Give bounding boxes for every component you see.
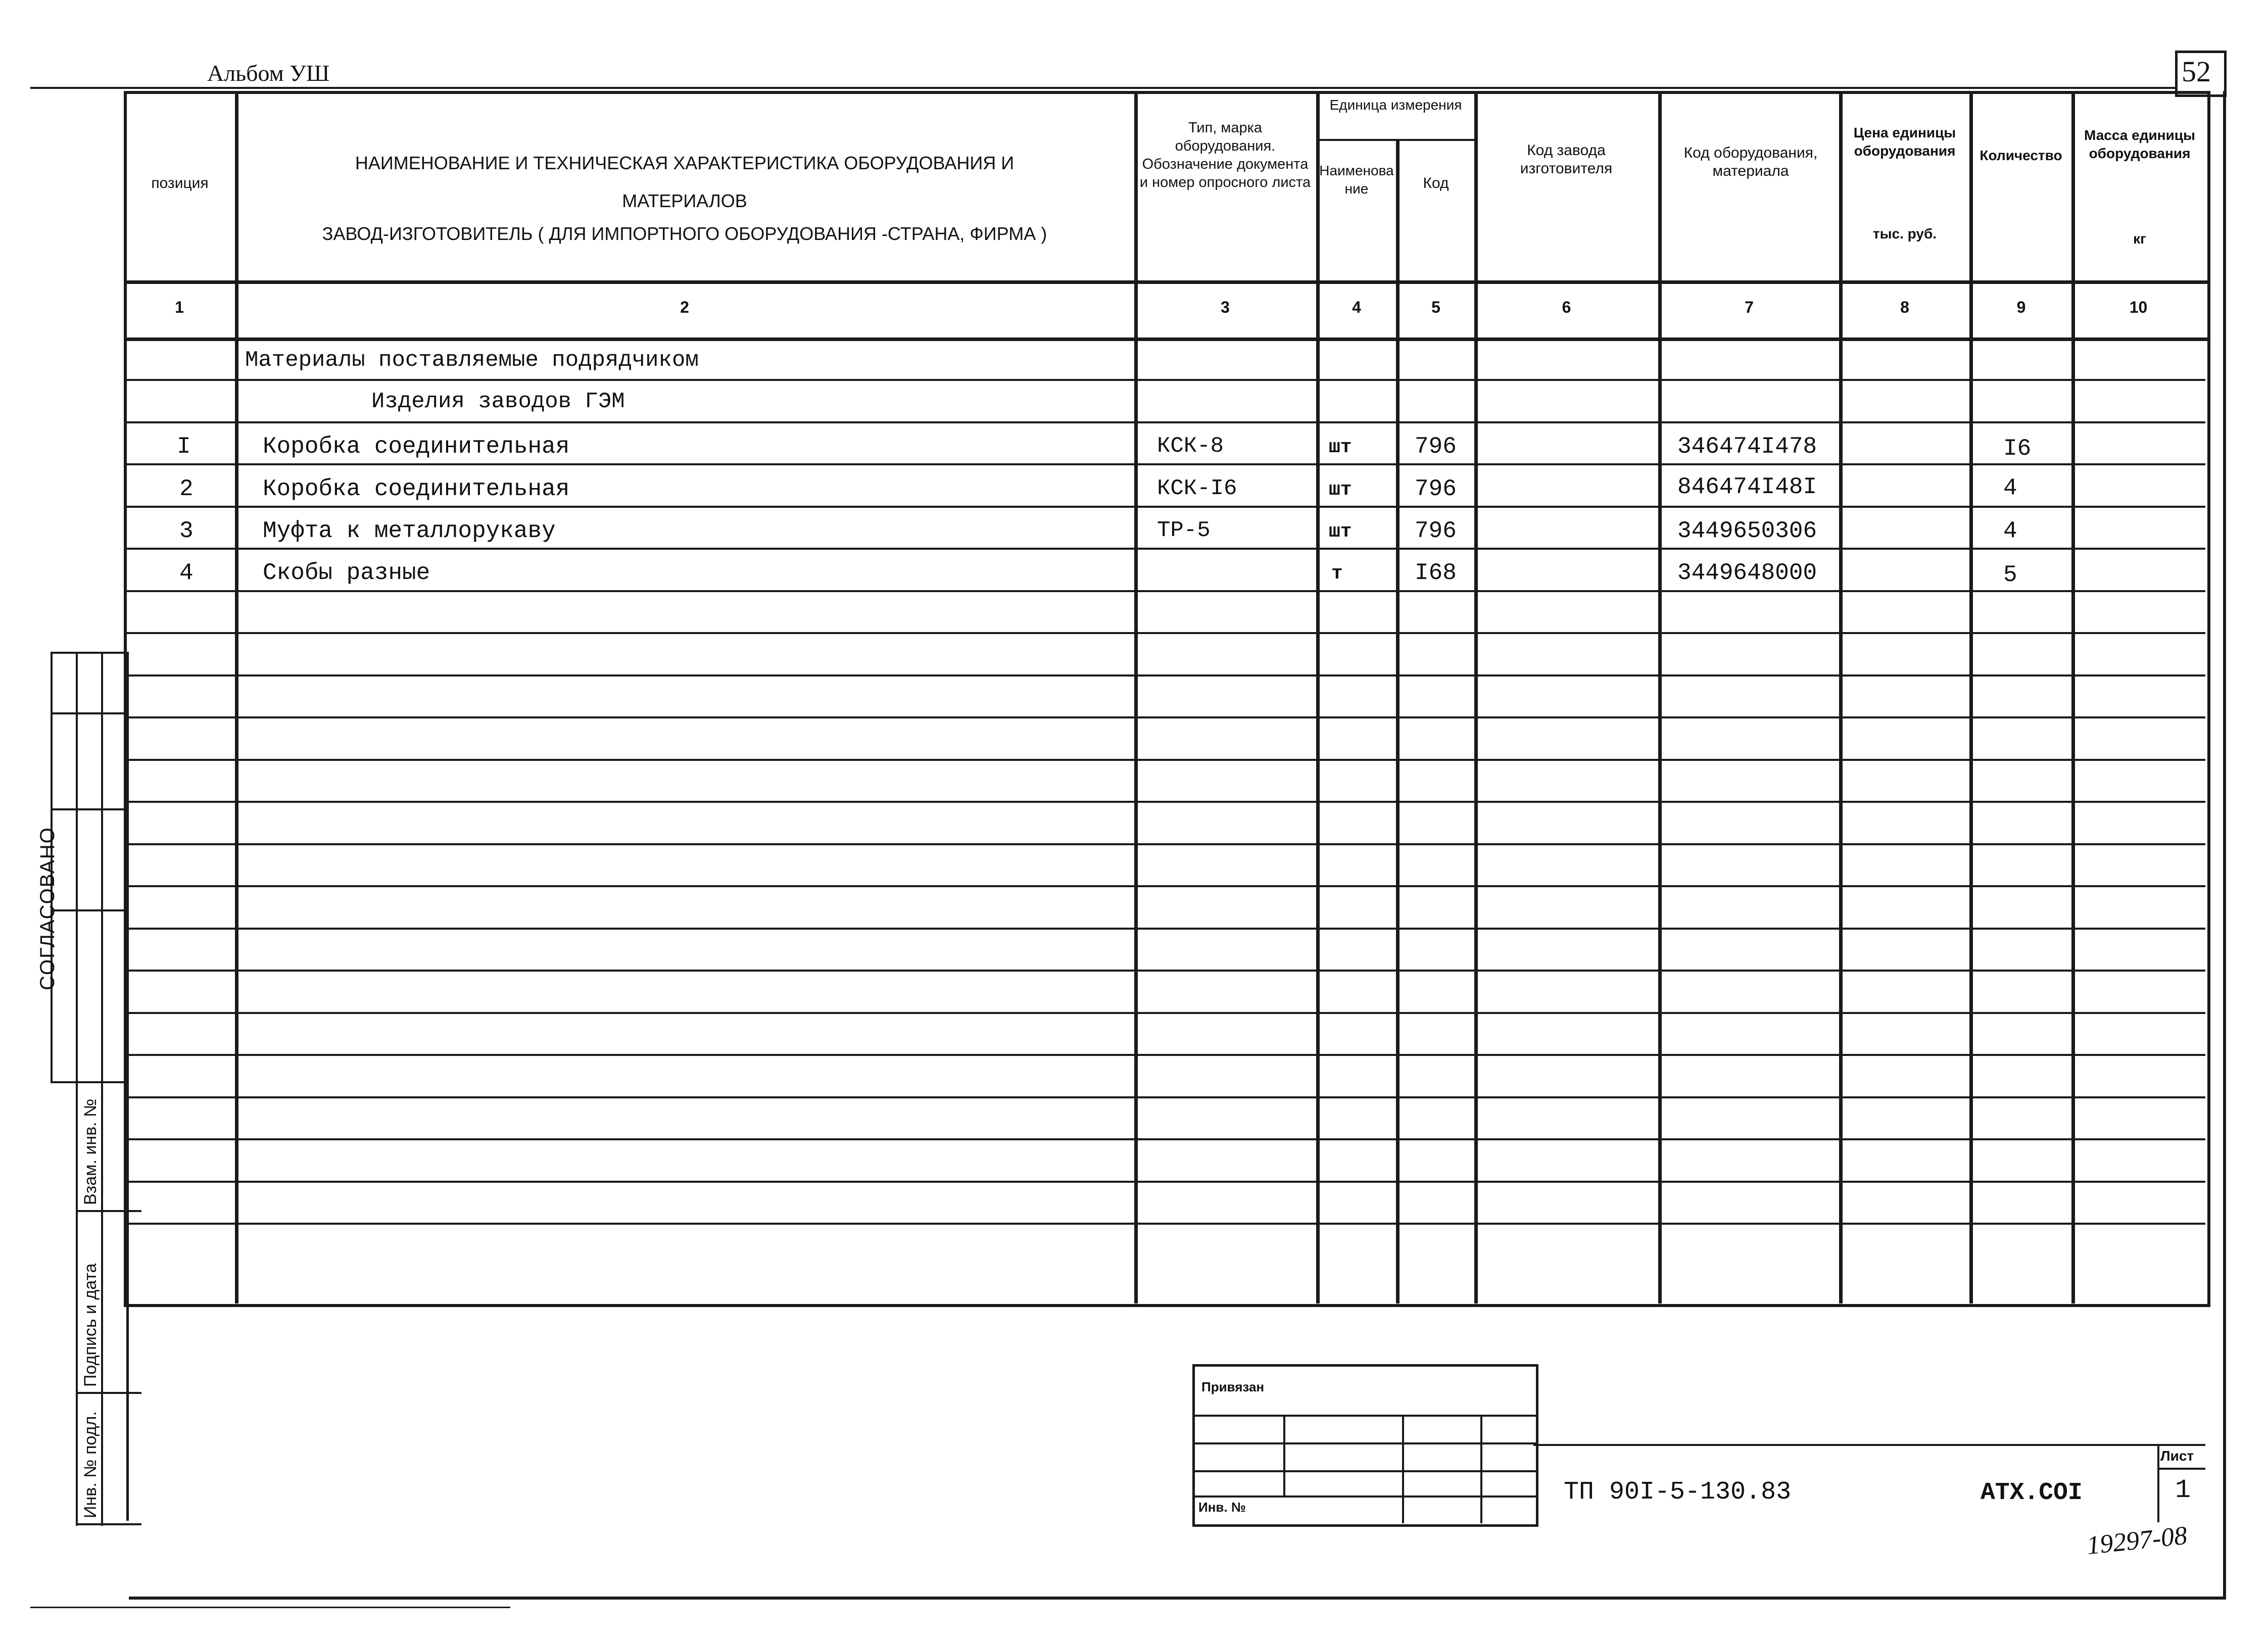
row-position: 3: [179, 518, 194, 544]
approval-col-2: [1402, 1415, 1404, 1523]
sheet-label: Лист: [2160, 1448, 2194, 1464]
side-stamp-line-b: [76, 652, 78, 1526]
album-label: Альбом УШ: [207, 60, 330, 86]
table-row-line: [126, 1012, 2205, 1014]
row-equip-code: 3449650306: [1677, 518, 1817, 544]
table-row-line: [126, 1223, 2205, 1225]
table-row-line: [126, 1054, 2205, 1056]
section-title: Материалы поставляемые подрядчиком: [245, 348, 699, 373]
table-row-line: [126, 506, 2205, 508]
row-name: Скобы разные: [263, 560, 430, 586]
col-header-position: позиция: [151, 175, 209, 191]
colnum-1: 1: [175, 298, 184, 316]
colnum-7: 7: [1745, 298, 1754, 316]
unit-group-line: [1316, 139, 1474, 141]
side-stamp-div-7: [76, 1392, 141, 1394]
side-stamp-div-6: [76, 1210, 141, 1212]
colnum-8: 8: [1900, 298, 1909, 316]
col-header-unit-group: Единица измерения: [1329, 97, 1462, 113]
col-header-name-3: ЗАВОД-ИЗГОТОВИТЕЛЬ ( ДЛЯ ИМПОРТНОГО ОБОРУДОВАНИЯ -СТРАНА, ФИРМА ): [322, 223, 1047, 244]
top-rule: [30, 87, 2175, 89]
table-row-line: [126, 1138, 2205, 1140]
col-header-name-2: МАТЕРИАЛОВ: [622, 190, 747, 211]
col-line-2: [1134, 91, 1138, 1304]
row-position: 4: [179, 560, 194, 586]
col-header-qty: Количество: [1980, 148, 2062, 163]
table-row-line: [126, 716, 2205, 718]
col-header-factory-code: Код завода изготовителя: [1520, 142, 1613, 177]
table-row-line: [126, 1181, 2205, 1183]
table-row-line: [126, 674, 2205, 677]
row-unit: шт: [1329, 479, 1352, 501]
side-stamp-line-c: [101, 652, 103, 1526]
side-stamp-div-2: [51, 712, 126, 714]
table-row-line: [126, 463, 2205, 465]
side-stamp-div-5: [51, 1081, 126, 1083]
side-stamp-div-3: [51, 808, 126, 810]
table-row-line: [126, 548, 2205, 550]
side-stamp: [51, 652, 129, 1521]
side-stamp-div-1: [51, 652, 126, 654]
section-subtitle: Изделия заводов ГЭМ: [371, 389, 625, 414]
footer-number: 19297-08: [2085, 1521, 2189, 1561]
header-divider: [124, 280, 2207, 284]
side-inv-replace-label: Взам. инв. №: [81, 1098, 100, 1205]
colnum-9: 9: [2016, 298, 2026, 316]
approval-col-3: [1480, 1415, 1482, 1523]
col-header-name-1: НАИМЕНОВАНИЕ И ТЕХНИЧЕСКАЯ ХАРАКТЕРИСТИКА ОБОРУДОВАНИЯ И: [355, 153, 1015, 173]
row-qty: 4: [2003, 475, 2017, 501]
row-equip-code: 846474I48I: [1677, 474, 1817, 500]
table-row-line: [126, 801, 2205, 803]
colnum-5: 5: [1431, 298, 1440, 316]
row-unit: шт: [1329, 437, 1352, 458]
row-unit: т: [1331, 563, 1343, 585]
col-header-type: Тип, марка оборудования. Обозначение документа и номер опросного листа: [1139, 120, 1311, 190]
table-row-line: [126, 421, 2205, 423]
colnum-divider: [124, 337, 2207, 341]
col-line-7: [1839, 91, 1843, 1304]
approval-div-2: [1192, 1442, 1536, 1444]
table-row-line: [126, 632, 2205, 634]
row-position: I: [177, 433, 191, 460]
col-line-9: [2071, 91, 2075, 1304]
row-equip-code: 346474I478: [1677, 433, 1817, 460]
row-qty: 5: [2003, 562, 2017, 588]
row-name: Коробка соединительная: [263, 476, 570, 502]
row-qty: 4: [2003, 518, 2017, 544]
row-type: ТР-5: [1157, 518, 1211, 543]
side-inv-orig-label: Инв. № подл.: [81, 1411, 100, 1518]
row-code: I68: [1415, 560, 1457, 586]
spec-table: [124, 91, 2210, 1307]
col-header-unit-name: Наименование: [1319, 163, 1394, 197]
colnum-2: 2: [680, 298, 689, 316]
document-code: ТП 90I-5-130.83: [1564, 1478, 1792, 1507]
sheet-number: 1: [2175, 1475, 2191, 1505]
row-code: 796: [1415, 476, 1457, 502]
table-row-line: [126, 379, 2205, 381]
approval-label: Привязан: [1201, 1379, 1265, 1394]
approval-col-1: [1283, 1415, 1285, 1495]
table-row-line: [126, 970, 2205, 972]
row-name: Муфта к металлорукаву: [263, 518, 556, 544]
col-header-mass: Масса единицы оборудования: [2084, 127, 2195, 161]
col-header-price: Цена единицы оборудования: [1853, 125, 1956, 159]
row-equip-code: 3449648000: [1677, 560, 1817, 586]
colnum-4: 4: [1352, 298, 1361, 316]
colnum-6: 6: [1562, 298, 1571, 316]
approval-inv-label: Инв. №: [1198, 1500, 1246, 1515]
side-sign-date-label: Подпись и дата: [81, 1263, 100, 1387]
approval-div-1: [1192, 1415, 1536, 1417]
col-line-6: [1658, 91, 1662, 1304]
row-type: КСК-I6: [1157, 476, 1237, 501]
col-header-equip-code: Код оборудования, материала: [1683, 144, 1818, 179]
approval-div-4: [1192, 1495, 1536, 1498]
title-block-sheet-div: [2157, 1468, 2205, 1470]
table-row-line: [126, 885, 2205, 887]
col-line-1: [235, 91, 238, 1304]
title-block-sheet-line: [2157, 1444, 2159, 1522]
side-stamp-div-4: [51, 909, 126, 911]
row-name: Коробка соединительная: [263, 433, 570, 460]
col-line-8: [1969, 91, 1973, 1304]
side-stamp-div-8: [76, 1523, 141, 1525]
row-position: 2: [179, 476, 194, 502]
row-code: 796: [1415, 518, 1457, 544]
colnum-3: 3: [1221, 298, 1230, 316]
col-line-3: [1316, 91, 1320, 1304]
row-type: КСК-8: [1157, 433, 1224, 459]
row-qty: I6: [2003, 436, 2032, 462]
table-row-line: [126, 759, 2205, 761]
side-agreed-label: СОГЛАСОВАНО: [36, 827, 59, 990]
bottom-rule: [30, 1607, 510, 1608]
table-row-line: [126, 590, 2205, 592]
document-suffix: АТХ.СОI: [1981, 1479, 2083, 1507]
table-row-line: [126, 1096, 2205, 1098]
col-line-5: [1474, 91, 1478, 1304]
col-header-unit-code: Код: [1423, 175, 1449, 191]
row-code: 796: [1415, 433, 1457, 460]
table-row-line: [126, 928, 2205, 930]
col-header-mass-unit: кг: [2133, 231, 2146, 247]
approval-div-3: [1192, 1470, 1536, 1472]
table-row-line: [126, 843, 2205, 845]
title-block-top: [1533, 1444, 2205, 1446]
row-unit: шт: [1329, 521, 1352, 543]
page-number: 52: [2182, 55, 2211, 88]
col-header-price-unit: тыс. руб.: [1872, 226, 1937, 242]
colnum-10: 10: [2129, 298, 2148, 316]
